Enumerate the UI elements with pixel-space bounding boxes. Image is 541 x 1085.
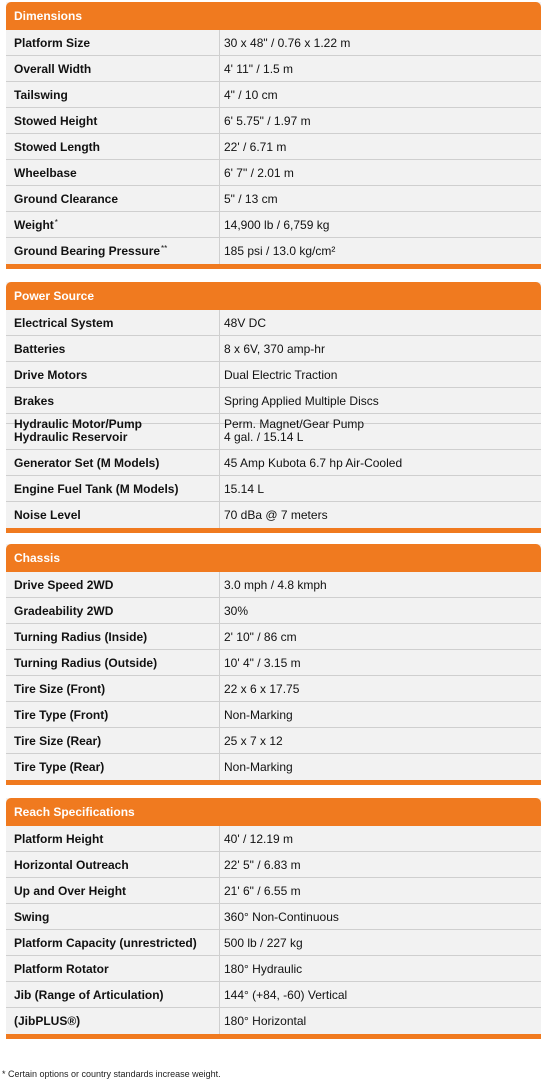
spec-row — [6, 754, 541, 780]
spec-section — [6, 544, 541, 785]
spec-label — [6, 728, 220, 753]
spec-row — [6, 362, 541, 388]
spec-value: 48V DC — [224, 315, 267, 330]
spec-label — [6, 238, 220, 264]
spec-row — [6, 728, 541, 754]
spec-row — [6, 650, 541, 676]
spec-label-text: Platform Rotator — [14, 961, 109, 976]
spec-row — [6, 624, 541, 650]
spec-row — [6, 476, 541, 502]
spec-label-text: Up and Over Height — [14, 883, 127, 898]
spec-value: Perm. Magnet/Gear Pump — [224, 417, 365, 431]
spec-row — [6, 134, 541, 160]
spec-label-text: Jib (Range of Articulation) — [14, 987, 164, 1002]
spec-label — [6, 650, 220, 675]
spec-label-text: Electrical System — [14, 315, 114, 330]
spec-label — [6, 186, 220, 211]
footnote: * Certain options or country standards increase weight. — [2, 1069, 221, 1079]
spec-label-text: Tailswing — [14, 87, 68, 102]
spec-value: 5" / 13 cm — [224, 191, 278, 206]
spec-label-text: Stowed Length — [14, 139, 100, 154]
spec-row — [6, 212, 541, 238]
spec-label-text: Gradeability 2WD — [14, 603, 114, 618]
spec-label-text: Drive Motors — [14, 367, 88, 382]
spec-label — [6, 676, 220, 701]
spec-label-text: Ground Clearance — [14, 191, 119, 206]
spec-label-text: Wheelbase — [14, 165, 77, 180]
spec-label — [6, 624, 220, 649]
spec-row — [6, 904, 541, 930]
spec-row — [6, 930, 541, 956]
spec-label-text: (JibPLUS®) — [14, 1014, 81, 1028]
section-title: Reach Specifications — [6, 798, 541, 826]
spec-value: 30 x 48" / 0.76 x 1.22 m — [224, 35, 351, 50]
spec-value: 185 psi / 13.0 kg/cm² — [224, 244, 336, 258]
spec-label-text: Generator Set (M Models) — [14, 455, 160, 470]
spec-value: 6' 5.75" / 1.97 m — [224, 113, 311, 128]
spec-label-text: Swing — [14, 909, 50, 924]
spec-label — [6, 930, 220, 955]
spec-label — [6, 702, 220, 727]
spec-value: 30% — [224, 603, 249, 618]
spec-value: 10' 4" / 3.15 m — [224, 655, 301, 670]
spec-row — [6, 982, 541, 1008]
spec-label-text: Platform Height — [14, 831, 104, 846]
spec-row — [6, 702, 541, 728]
spec-row — [6, 82, 541, 108]
spec-label — [6, 826, 220, 851]
spec-label — [6, 572, 220, 597]
spec-value: 22' 5" / 6.83 m — [224, 857, 301, 872]
spec-label-text: Platform Capacity (unrestricted) — [14, 935, 197, 950]
footnote-marker: ** — [161, 244, 168, 253]
spec-value: 3.0 mph / 4.8 kmph — [224, 577, 327, 592]
spec-label — [6, 754, 220, 780]
spec-label-text: Tire Type (Front) — [14, 707, 109, 722]
spec-value: 25 x 7 x 12 — [224, 733, 283, 748]
spec-label-text: Turning Radius (Outside) — [14, 655, 158, 670]
spec-value: 2' 10" / 86 cm — [224, 629, 297, 644]
spec-value: 180° Hydraulic — [224, 961, 303, 976]
spec-label — [6, 108, 220, 133]
spec-label — [6, 502, 220, 528]
spec-label — [6, 852, 220, 877]
spec-label — [6, 598, 220, 623]
spec-value: 14,900 lb / 6,759 kg — [224, 217, 330, 232]
spec-row — [6, 336, 541, 362]
spec-label — [6, 476, 220, 501]
spec-value: 22 x 6 x 17.75 — [224, 681, 300, 696]
spec-label — [6, 450, 220, 475]
spec-value: 360° Non-Continuous — [224, 909, 339, 924]
spec-label-text: Horizontal Outreach — [14, 857, 129, 872]
spec-section — [6, 2, 541, 269]
section-title: Dimensions — [6, 2, 541, 30]
spec-label — [6, 30, 220, 55]
spec-label — [6, 212, 220, 237]
spec-label-text: Weight — [14, 217, 54, 232]
spec-label-text: Drive Speed 2WD — [14, 577, 114, 592]
spec-label-text: Tire Type (Rear) — [14, 760, 105, 774]
spec-row — [6, 424, 541, 450]
spec-row — [6, 388, 541, 414]
spec-label-text: Overall Width — [14, 61, 92, 76]
spec-label-text: Hydraulic Motor/Pump — [14, 417, 143, 431]
spec-value: Non-Marking — [224, 760, 293, 774]
spec-value: 8 x 6V, 370 amp-hr — [224, 341, 325, 356]
spec-value: 4 gal. / 15.14 L — [224, 429, 304, 444]
spec-value: 144° (+84, -60) Vertical — [224, 987, 348, 1002]
spec-label-text: Platform Size — [14, 35, 91, 50]
spec-row — [6, 502, 541, 528]
spec-label — [6, 82, 220, 107]
spec-label-text: Tire Size (Rear) — [14, 733, 102, 748]
spec-row — [6, 414, 541, 431]
spec-value: Non-Marking — [224, 707, 293, 722]
section-title: Chassis — [6, 544, 541, 572]
spec-row — [6, 56, 541, 82]
spec-label — [6, 1008, 220, 1034]
spec-label — [6, 362, 220, 387]
spec-label — [6, 310, 220, 335]
footnote-marker: * — [54, 218, 58, 227]
spec-row — [6, 160, 541, 186]
spec-value: 6' 7" / 2.01 m — [224, 165, 294, 180]
spec-row — [6, 186, 541, 212]
spec-row — [6, 30, 541, 56]
spec-row — [6, 826, 541, 852]
spec-label — [6, 336, 220, 361]
spec-label — [6, 56, 220, 81]
spec-label-text: Hydraulic Reservoir — [14, 429, 128, 444]
spec-row — [6, 598, 541, 624]
spec-row — [6, 956, 541, 982]
spec-value: 40' / 12.19 m — [224, 831, 293, 846]
spec-value: 15.14 L — [224, 481, 265, 496]
spec-label — [6, 982, 220, 1007]
spec-row — [6, 310, 541, 336]
spec-label-text: Batteries — [14, 341, 66, 356]
spec-label-text: Turning Radius (Inside) — [14, 629, 148, 644]
spec-value: 4' 11" / 1.5 m — [224, 61, 294, 76]
spec-label — [6, 388, 220, 413]
spec-value: 4" / 10 cm — [224, 87, 278, 102]
spec-value: 21' 6" / 6.55 m — [224, 883, 301, 898]
spec-label-text: Ground Bearing Pressure — [14, 244, 161, 258]
spec-section — [6, 798, 541, 1039]
spec-label-text: Stowed Height — [14, 113, 98, 128]
spec-label — [6, 878, 220, 903]
spec-row — [6, 676, 541, 702]
spec-label-text: Noise Level — [14, 508, 81, 522]
spec-label — [6, 956, 220, 981]
spec-value: 22' / 6.71 m — [224, 139, 287, 154]
spec-value: 70 dBa @ 7 meters — [224, 508, 328, 522]
spec-row — [6, 572, 541, 598]
section-title: Power Source — [6, 282, 541, 310]
spec-value: 45 Amp Kubota 6.7 hp Air-Cooled — [224, 455, 403, 470]
spec-value: 500 lb / 227 kg — [224, 935, 303, 950]
spec-section — [6, 282, 541, 533]
spec-row — [6, 852, 541, 878]
spec-label-text: Tire Size (Front) — [14, 681, 106, 696]
spec-row — [6, 238, 541, 264]
spec-label — [6, 424, 220, 449]
spec-label-text: Engine Fuel Tank (M Models) — [14, 481, 179, 496]
spec-value: Dual Electric Traction — [224, 367, 338, 382]
spec-row — [6, 108, 541, 134]
spec-row — [6, 878, 541, 904]
spec-label — [6, 160, 220, 185]
spec-row — [6, 450, 541, 476]
spec-value: Spring Applied Multiple Discs — [224, 393, 379, 408]
spec-label-text: Brakes — [14, 393, 55, 408]
spec-label — [6, 134, 220, 159]
spec-label — [6, 414, 220, 431]
spec-value: 180° Horizontal — [224, 1014, 307, 1028]
spec-label — [6, 904, 220, 929]
spec-row — [6, 1008, 541, 1034]
